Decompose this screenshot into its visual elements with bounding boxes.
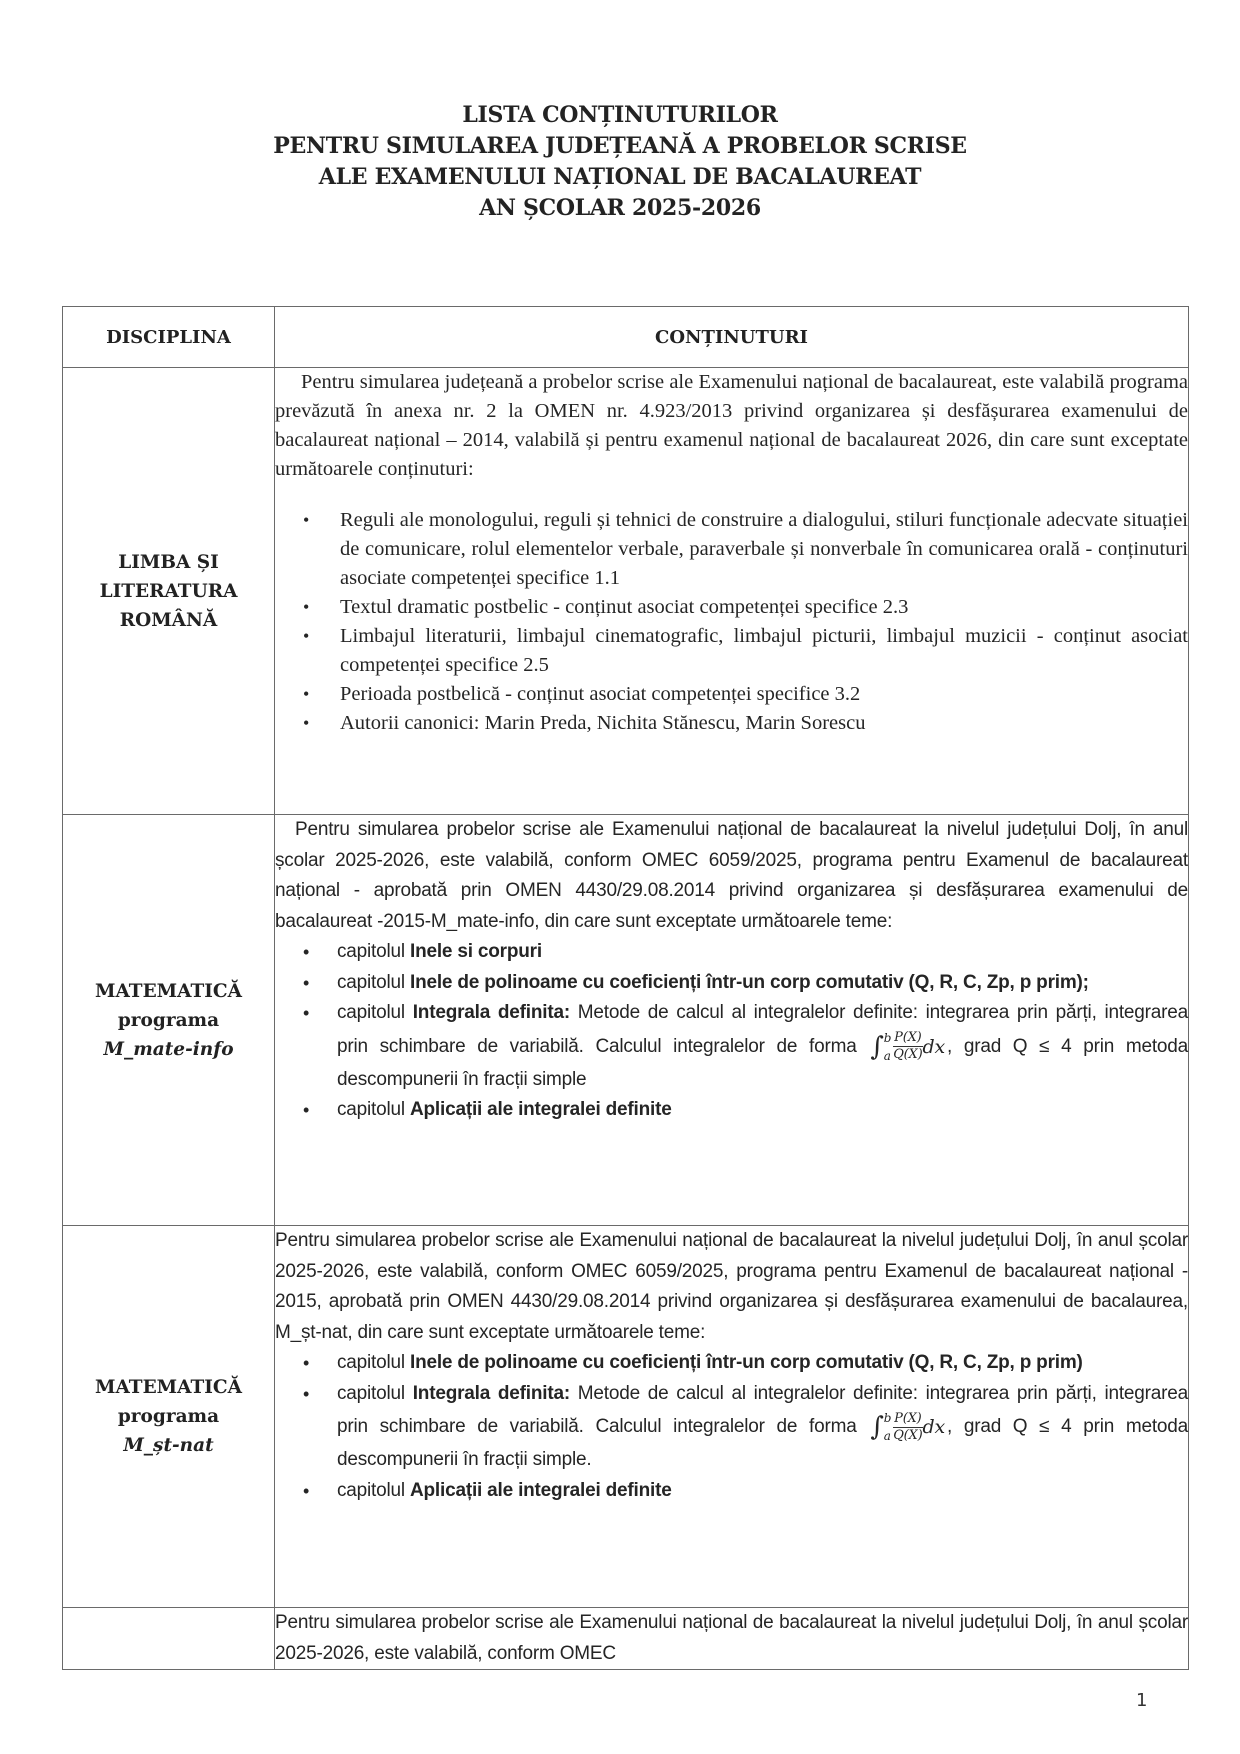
bullet-icon: •	[303, 597, 310, 617]
content-cell	[275, 368, 1189, 815]
intro-paragraph: Pentru simularea probelor scrise ale Examenului național de bacalaureat la nivelul județului Dolj, în anul școlar 2025-2026, este valabilă, conform OMEC 6059/2025, programa pentru Examenul de bacalaureat național - 2015, aprobată prin OMEN 4430/29.08.2014 privind organizarea și desfășurarea examenului de bacalaurea, M_șt-nat, din care sunt exceptate următoarele teme:	[275, 1230, 1188, 1343]
bullet-icon: •	[303, 626, 310, 646]
discipline-line: LITERATURA	[99, 580, 238, 602]
excluded-list	[275, 506, 1188, 738]
title-line: PENTRU SIMULAREA JUDEȚEANĂ A PROBELOR SCRISE	[273, 133, 967, 159]
table-row	[63, 1226, 1189, 1608]
list-item: • Autorii canonici: Marin Preda, Nichita Stănescu, Marin Sorescu	[275, 709, 1188, 738]
bullet-icon: •	[303, 942, 310, 962]
discipline-cell	[63, 1226, 275, 1608]
discipline-line: programa	[117, 1406, 220, 1427]
discipline-line: MATEMATICĂ	[94, 980, 242, 1002]
bullet-icon: •	[303, 713, 310, 733]
list-item: • capitolul Integrala definita: Metode de calcul al integralelor definite: integrarea prin părți, integrarea prin schimbare de variabilă. Calculul integralelor de forma ∫ b a $\frac{P(X)}{Q(X)}$ dx , grad Q ≤ 4 prin metoda descompunerii în fracții simple.	[275, 1379, 1188, 1476]
table-row	[63, 815, 1189, 1226]
header-continuturi: CONȚINUTURI	[275, 307, 1189, 368]
intro-paragraph: Pentru simularea probelor scrise ale Examenului național de bacalaureat la nivelul județului Dolj, în anul școlar 2025-2026, este valabilă, conform OMEC 6059/2025, programa pentru Examenul de bacalaureat național - aprobată prin OMEN 4430/29.08.2014 privind organizarea și desfășurarea examenului de bacalaureat -2015-M_mate-info, din care sunt exceptate următoarele teme:	[275, 819, 1188, 932]
title-line: ALE EXAMENULUI NAȚIONAL DE BACALAUREAT	[318, 164, 922, 190]
table-header-row	[63, 307, 1189, 368]
list-item: • capitolul Inele de polinoame cu coeficienți într-un corp comutativ (Q, R, C, Zp, p prim)	[275, 1348, 1188, 1379]
excluded-list	[275, 937, 1188, 1126]
discipline-cell	[63, 1608, 275, 1670]
discipline-line: MATEMATICĂ	[94, 1377, 242, 1398]
intro-paragraph: Pentru simularea județeană a probelor scrise ale Examenului național de bacalaureat, este valabilă programa prevăzută în anexa nr. 2 la OMEN nr. 4.923/2013 privind organizarea și desfășurarea examenului de bacalaureat național – 2014, valabilă și pentru examenul național de bacalaureat 2026, din care sunt exceptate următoarele conținuturi:	[275, 371, 1188, 480]
bullet-icon: •	[303, 684, 310, 704]
title-line: LISTA CONȚINUTURILOR	[462, 102, 778, 128]
discipline-cell	[63, 368, 275, 815]
header-disciplina: DISCIPLINA	[63, 307, 275, 368]
bullet-icon: •	[303, 1353, 310, 1373]
list-item: • capitolul Aplicații ale integralei definite	[275, 1095, 1188, 1126]
table-row	[63, 368, 1189, 815]
document-title	[0, 100, 1240, 224]
bullet-icon: •	[303, 1100, 310, 1120]
list-item: • capitolul Integrala definita: Metode de calcul al integralelor definite: integrarea prin părți, integrarea prin schimbare de variabilă. Calculul integralelor de forma ∫ b a $\frac{P(X)}{Q(X)}$ dx , grad Q ≤ 4 prin metoda descompunerii în fracții simple	[275, 998, 1188, 1095]
discipline-cell	[63, 815, 275, 1226]
list-item: • capitolul Inele si corpuri	[275, 937, 1188, 968]
content-cell	[275, 1226, 1189, 1608]
contents-table	[62, 306, 1189, 1670]
integral-formula: ∫ b a $\frac{P(X)}{Q(X)}$ dx	[870, 1030, 946, 1063]
excluded-list	[275, 1348, 1188, 1506]
content-cell	[275, 815, 1189, 1226]
bullet-icon: •	[303, 1383, 310, 1404]
integral-formula: ∫ b a $\frac{P(X)}{Q(X)}$ dx	[870, 1410, 946, 1443]
discipline-line: M_mate-info	[103, 1038, 234, 1060]
list-item: • Perioada postbelică - conținut asociat competenței specifice 3.2	[275, 680, 1188, 709]
bullet-icon: •	[303, 972, 310, 993]
list-item: • Reguli ale monologului, reguli și tehnici de construire a dialogului, stiluri funcționale adecvate situației de comunicare, rolul elementelor verbale, paraverbale și nonverbale în comunicarea orală - conținuturi asociate competenței specifice 1.1	[275, 506, 1188, 593]
list-item: • capitolul Aplicații ale integralei definite	[275, 1476, 1188, 1507]
discipline-line: LIMBA ȘI	[118, 551, 219, 573]
list-item: • Textul dramatic postbelic - conținut asociat competenței specifice 2.3	[275, 593, 1188, 622]
discipline-line: programa	[117, 1009, 220, 1031]
bullet-icon: •	[303, 510, 310, 530]
discipline-line: M_șt-nat	[123, 1435, 214, 1456]
list-item: • Limbajul literaturii, limbajul cinematografic, limbajul picturii, limbajul muzicii - conținut asociat competenței specifice 2.5	[275, 622, 1188, 680]
list-item: • capitolul Inele de polinoame cu coeficienți într-un corp comutativ (Q, R, C, Zp, p prim);	[275, 968, 1188, 999]
content-cell	[275, 1608, 1189, 1670]
bullet-icon: •	[303, 1480, 310, 1501]
table-row	[63, 1608, 1189, 1670]
bullet-icon: •	[303, 1003, 310, 1023]
intro-paragraph: Pentru simularea probelor scrise ale Examenului național de bacalaureat la nivelul județului Dolj, în anul școlar 2025-2026, este valabilă, conform OMEC	[275, 1612, 1188, 1664]
discipline-line: ROMÂNĂ	[119, 609, 218, 631]
page-number: 1	[1136, 1690, 1148, 1711]
title-line: AN ȘCOLAR 2025-2026	[479, 195, 761, 221]
